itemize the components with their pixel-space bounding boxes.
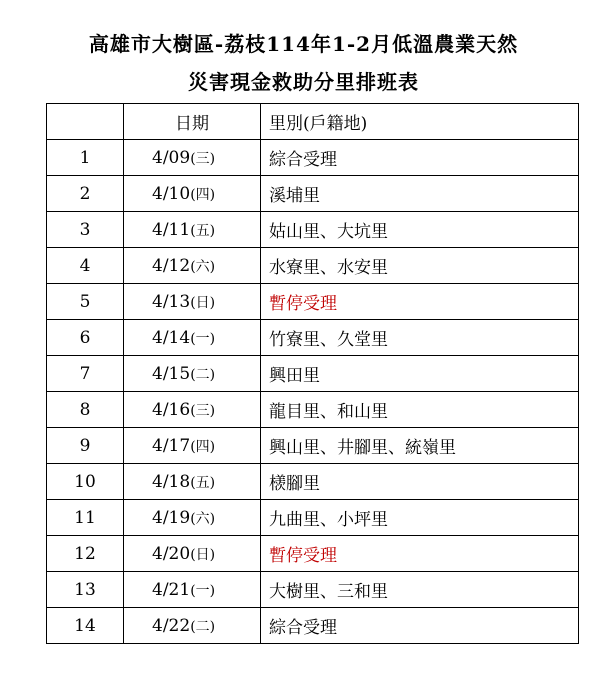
row-number: 12	[47, 536, 124, 572]
table-row	[47, 284, 579, 320]
row-date-cell	[124, 428, 261, 464]
document-title-line-1: 高雄市大樹區-荔枝114年1-2月低溫農業天然	[88, 32, 519, 56]
row-village: 檨腳里	[261, 464, 579, 500]
row-number: 2	[47, 176, 124, 212]
row-date-cell	[124, 572, 261, 608]
row-day-of-week: (二)	[190, 366, 216, 383]
row-village: 姑山里、大坑里	[261, 212, 579, 248]
row-village: 九曲里、小坪里	[261, 500, 579, 536]
row-date: 4/21	[152, 579, 191, 600]
row-number: 9	[47, 428, 124, 464]
row-number: 11	[47, 500, 124, 536]
schedule-table	[46, 103, 579, 644]
schedule-body	[47, 140, 579, 644]
row-number: 14	[47, 608, 124, 644]
row-day-of-week: (五)	[190, 474, 216, 491]
row-day-of-week: (二)	[190, 618, 216, 635]
row-number: 3	[47, 212, 124, 248]
row-village: 溪埔里	[261, 176, 579, 212]
row-village: 興山里、井腳里、統嶺里	[261, 428, 579, 464]
row-date-cell	[124, 500, 261, 536]
row-day-of-week: (一)	[190, 330, 216, 347]
row-date-cell	[124, 392, 261, 428]
row-date: 4/18	[152, 471, 191, 492]
row-day-of-week: (六)	[190, 510, 216, 527]
table-header-row	[47, 104, 579, 140]
row-day-of-week: (四)	[190, 438, 216, 455]
row-number: 10	[47, 464, 124, 500]
row-date: 4/14	[152, 327, 191, 348]
table-row	[47, 608, 579, 644]
table-row	[47, 536, 579, 572]
table-row	[47, 320, 579, 356]
document-title-line-2: 災害現金救助分里排班表	[188, 70, 419, 94]
row-date: 4/15	[152, 363, 191, 384]
row-village: 竹寮里、久堂里	[261, 320, 579, 356]
row-date: 4/19	[152, 507, 191, 528]
row-date-cell	[124, 356, 261, 392]
header-date: 日期	[124, 104, 261, 140]
row-date: 4/12	[152, 255, 191, 276]
row-village: 水寮里、水安里	[261, 248, 579, 284]
row-date: 4/11	[152, 219, 191, 240]
table-row	[47, 248, 579, 284]
row-day-of-week: (三)	[190, 150, 216, 167]
row-village: 龍目里、和山里	[261, 392, 579, 428]
row-date: 4/22	[152, 615, 191, 636]
row-village: 暫停受理	[261, 536, 579, 572]
row-date: 4/17	[152, 435, 191, 456]
row-date-cell	[124, 284, 261, 320]
table-row	[47, 392, 579, 428]
row-village: 綜合受理	[261, 140, 579, 176]
row-day-of-week: (六)	[190, 258, 216, 275]
table-row	[47, 176, 579, 212]
row-day-of-week: (四)	[190, 186, 216, 203]
row-day-of-week: (日)	[190, 546, 216, 563]
row-number: 8	[47, 392, 124, 428]
row-date: 4/13	[152, 291, 191, 312]
row-date: 4/09	[152, 147, 191, 168]
table-row	[47, 428, 579, 464]
table-row	[47, 212, 579, 248]
row-date-cell	[124, 464, 261, 500]
row-day-of-week: (三)	[190, 402, 216, 419]
row-number: 6	[47, 320, 124, 356]
row-date: 4/10	[152, 183, 191, 204]
row-day-of-week: (一)	[190, 582, 216, 599]
row-date-cell	[124, 320, 261, 356]
row-village: 綜合受理	[261, 608, 579, 644]
row-date-cell	[124, 212, 261, 248]
row-number: 4	[47, 248, 124, 284]
row-number: 7	[47, 356, 124, 392]
row-village: 興田里	[261, 356, 579, 392]
row-date: 4/16	[152, 399, 191, 420]
table-row	[47, 464, 579, 500]
table-row	[47, 500, 579, 536]
row-date-cell	[124, 176, 261, 212]
row-date-cell	[124, 140, 261, 176]
row-date: 4/20	[152, 543, 191, 564]
row-day-of-week: (日)	[190, 294, 216, 311]
row-number: 5	[47, 284, 124, 320]
header-village: 里別(戶籍地)	[261, 104, 579, 140]
row-village: 大樹里、三和里	[261, 572, 579, 608]
row-date-cell	[124, 608, 261, 644]
table-row	[47, 572, 579, 608]
row-day-of-week: (五)	[190, 222, 216, 239]
table-row	[47, 356, 579, 392]
row-date-cell	[124, 536, 261, 572]
row-date-cell	[124, 248, 261, 284]
row-number: 1	[47, 140, 124, 176]
table-row	[47, 140, 579, 176]
header-number	[47, 104, 124, 140]
row-number: 13	[47, 572, 124, 608]
row-village: 暫停受理	[261, 284, 579, 320]
